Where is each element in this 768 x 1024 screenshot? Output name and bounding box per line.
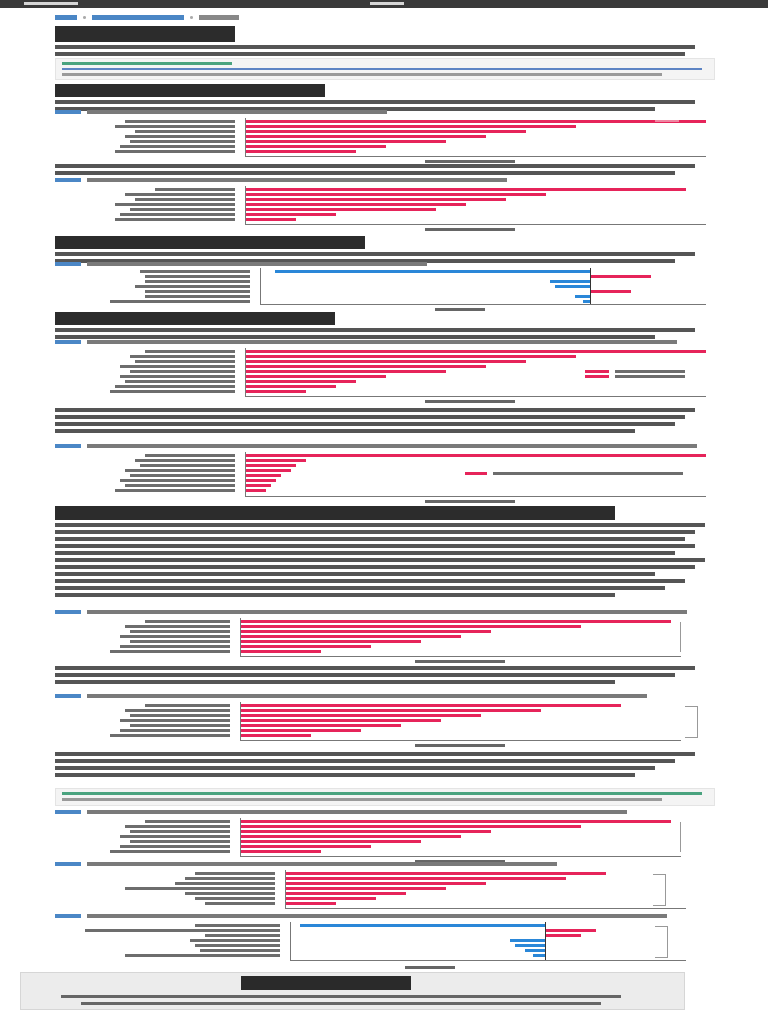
section-paragraph	[55, 752, 715, 777]
code-line	[87, 178, 507, 182]
page-title	[55, 26, 235, 42]
code-input[interactable]	[55, 914, 715, 918]
section-paragraph	[55, 164, 715, 175]
code-input[interactable]	[55, 444, 715, 448]
code-line	[87, 110, 387, 114]
cohort-bar-plot	[55, 346, 715, 404]
breadcrumb-separator	[83, 16, 86, 19]
section-paragraph	[55, 408, 715, 433]
cell-prompt	[55, 610, 81, 614]
breadcrumb-separator	[190, 16, 193, 19]
breadcrumb-link[interactable]	[55, 15, 77, 20]
breadcrumb-link[interactable]	[92, 15, 184, 20]
section-heading	[55, 312, 335, 325]
interaction-section	[55, 408, 715, 433]
cohort-bar-plot	[55, 450, 715, 504]
section-heading	[55, 236, 365, 249]
code-line	[87, 694, 647, 698]
code-input[interactable]	[55, 110, 715, 114]
section-paragraph	[55, 328, 715, 339]
section-paragraph	[55, 523, 715, 597]
code-input[interactable]	[55, 610, 715, 614]
cell-prompt	[55, 444, 81, 448]
code-input[interactable]	[55, 178, 715, 182]
cell-prompt	[55, 862, 81, 866]
sponsor-logo[interactable]	[241, 976, 411, 990]
waterfall-bar-plot	[55, 266, 715, 312]
clustered-bar-plot	[55, 616, 715, 664]
code-line	[87, 862, 557, 866]
code-input[interactable]	[55, 810, 715, 814]
footer-text	[81, 1002, 601, 1005]
bar-plot	[55, 116, 715, 164]
code-input[interactable]	[55, 694, 715, 698]
global-bar-section	[55, 84, 715, 111]
cell-prompt	[55, 694, 81, 698]
tab-strip[interactable]	[24, 2, 78, 5]
cutoff-section	[55, 666, 715, 684]
cohort-bar-section	[55, 312, 715, 339]
local-bar-section	[55, 236, 715, 263]
code-input[interactable]	[55, 862, 715, 866]
bar-plot	[55, 184, 715, 232]
clustered-bar-plot	[55, 868, 715, 914]
cell-prompt	[55, 340, 81, 344]
footer-banner	[20, 972, 685, 1010]
cell-prompt	[55, 110, 81, 114]
max-bar-section	[55, 164, 715, 175]
clustered-bar-plot	[55, 816, 715, 864]
clustering-note-section	[55, 752, 715, 777]
breadcrumb-link[interactable]	[199, 15, 239, 20]
browser-title-bar	[0, 0, 768, 8]
section-heading	[55, 506, 615, 520]
code-input[interactable]	[55, 340, 715, 344]
code-line	[87, 444, 697, 448]
section-heading	[55, 84, 325, 97]
waterfall-bar-plot	[55, 920, 715, 970]
code-line	[87, 340, 677, 344]
code-line	[87, 914, 667, 918]
code-cell[interactable]	[55, 58, 715, 80]
footer-text	[61, 995, 621, 998]
code-line	[87, 610, 687, 614]
code-cell[interactable]	[55, 788, 715, 806]
cell-prompt	[55, 178, 81, 182]
code-line	[87, 810, 627, 814]
clustered-bar-plot	[55, 700, 715, 748]
window-title	[370, 2, 404, 5]
cell-prompt	[55, 810, 81, 814]
clustering-section	[55, 506, 715, 597]
notebook-page	[55, 10, 715, 1022]
breadcrumb	[55, 10, 239, 24]
section-paragraph	[55, 666, 715, 684]
cell-prompt	[55, 914, 81, 918]
